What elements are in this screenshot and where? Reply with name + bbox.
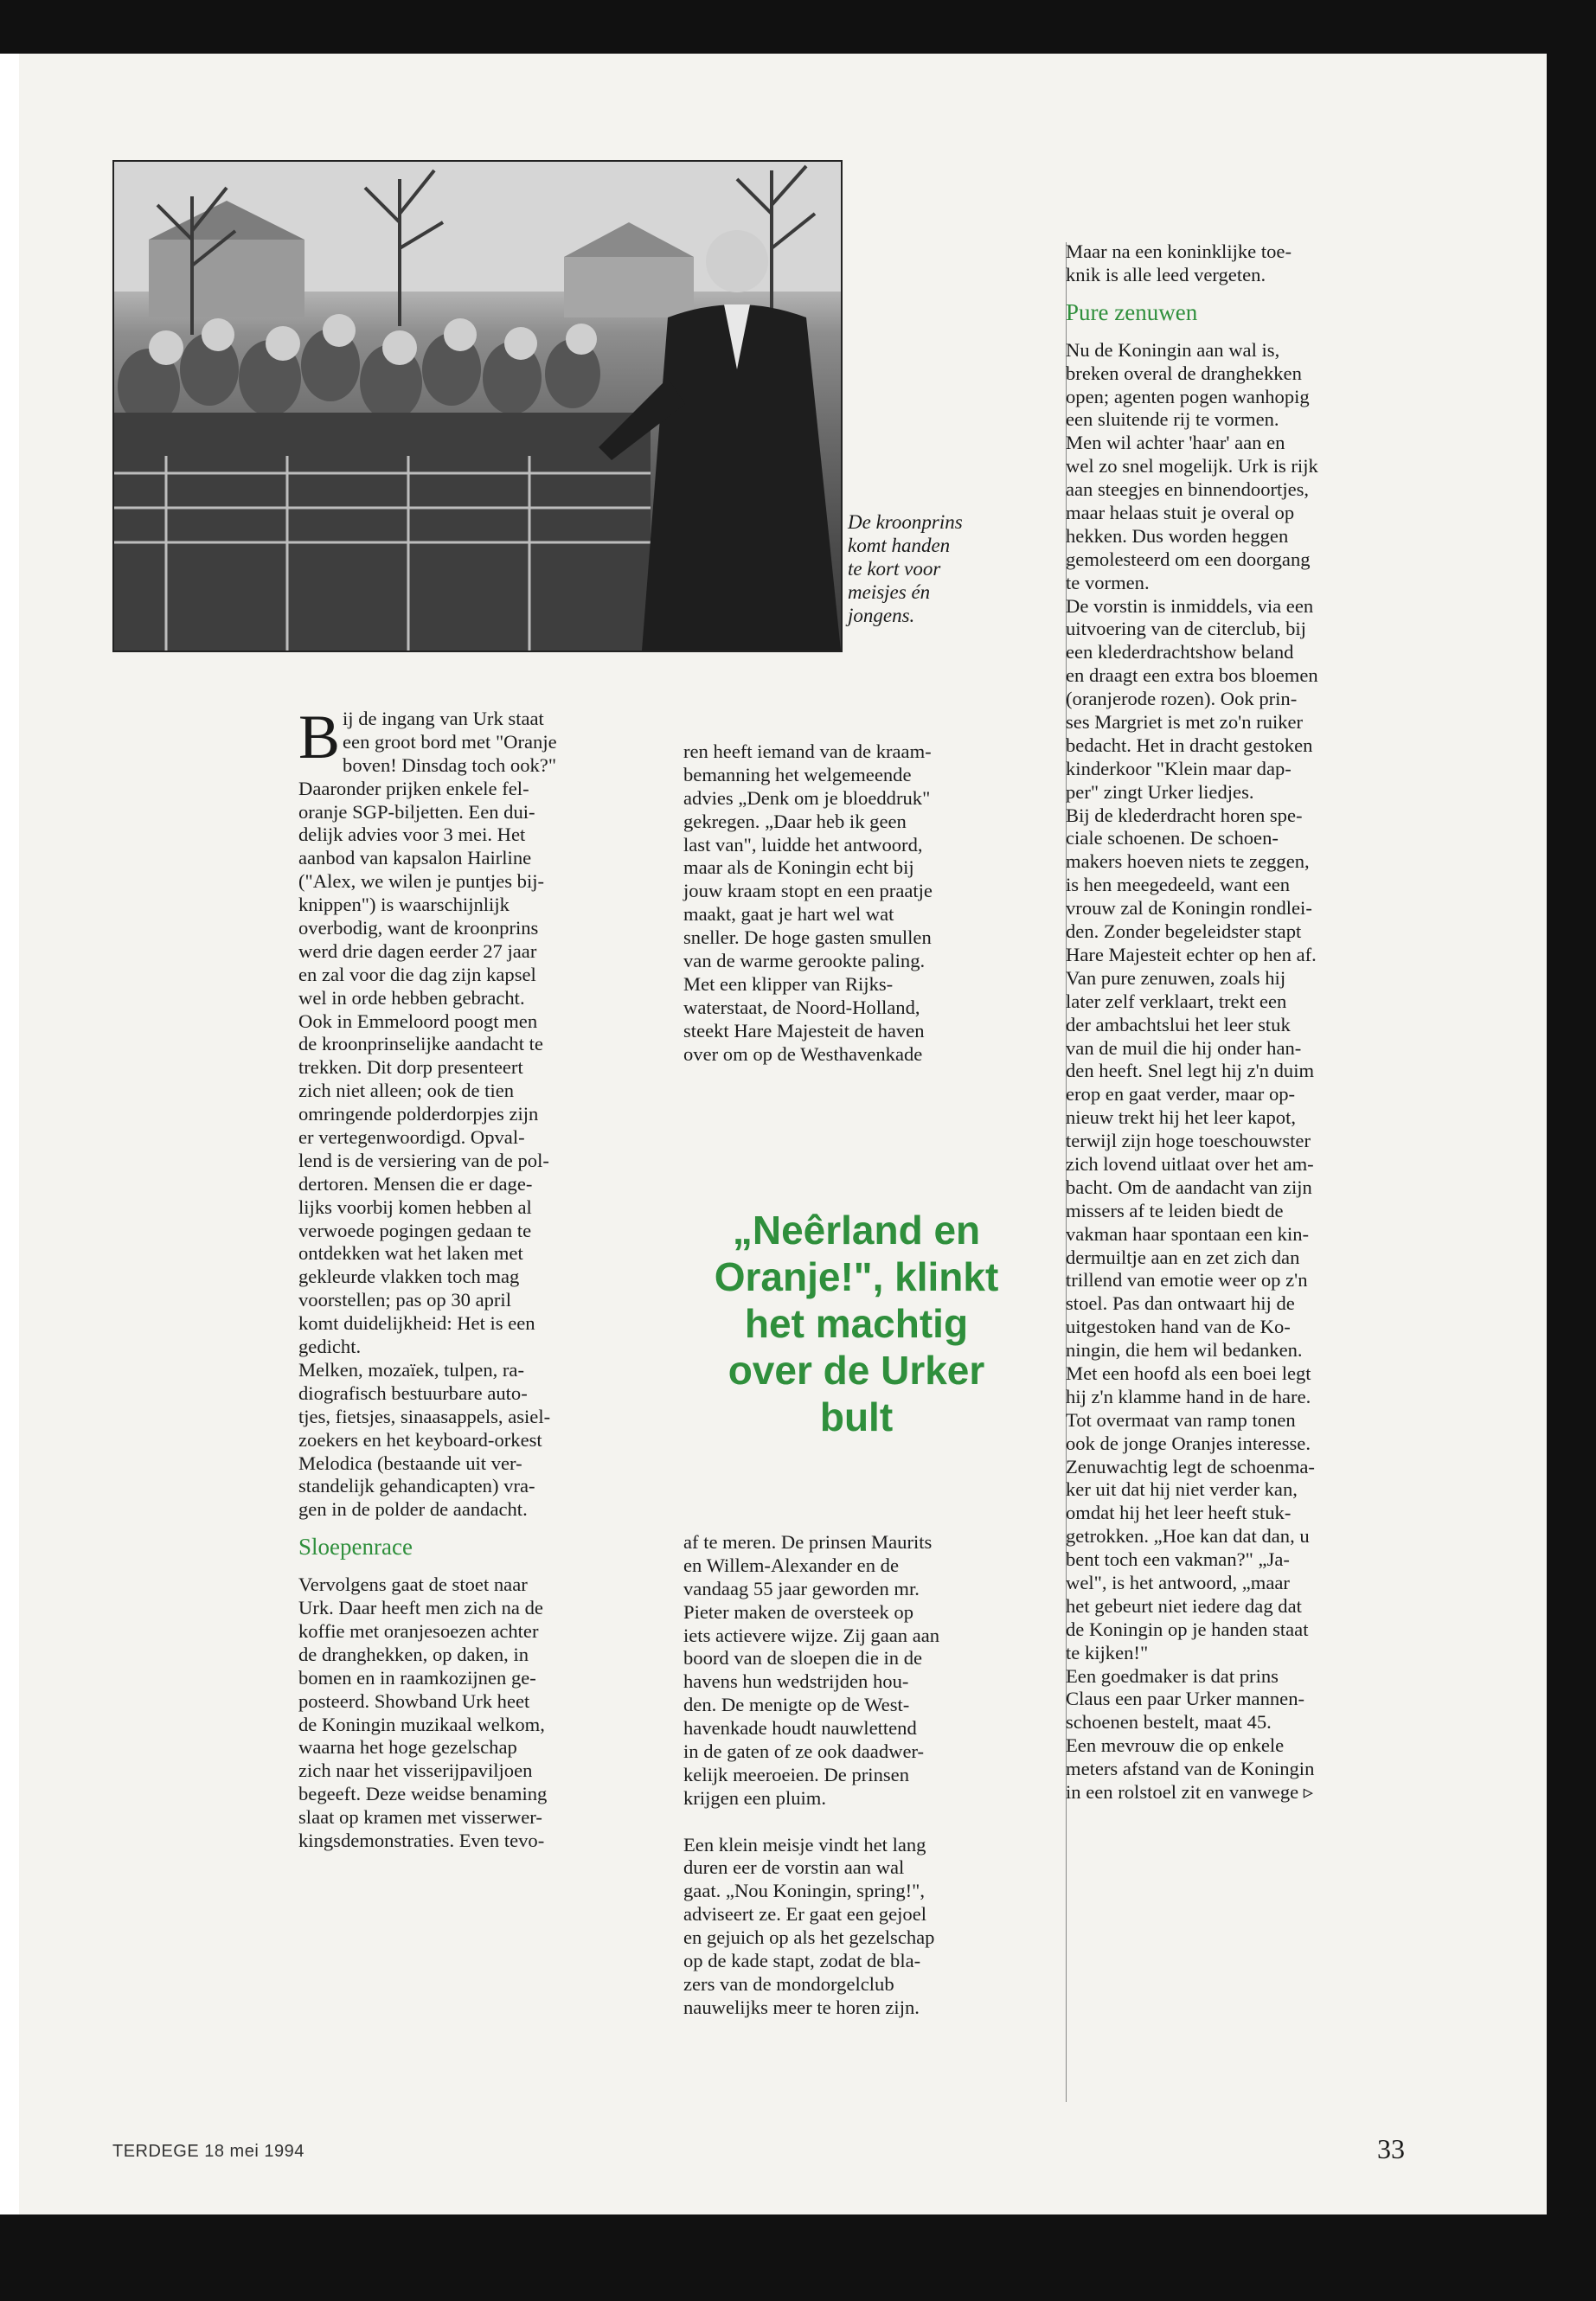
text-line: wel in orde hebben gebracht. bbox=[298, 986, 525, 1009]
text-line: zers van de mondorgelclub bbox=[683, 1972, 894, 1995]
text-line: last van", luidde het antwoord, bbox=[683, 833, 923, 856]
section-heading-sloepenrace: Sloepenrace bbox=[298, 1534, 413, 1561]
text-line: ker uit dat hij niet verder kan, bbox=[1066, 1478, 1298, 1501]
text-line: der ambachtslui het leer stuk bbox=[1066, 1013, 1291, 1035]
text-line: dermuiltje aan en zet zich dan bbox=[1066, 1246, 1300, 1268]
paragraph bbox=[1066, 240, 1446, 287]
caption-line: komt handen bbox=[848, 535, 951, 556]
text-line: Hare Majesteit echter op hen af. bbox=[1066, 943, 1317, 965]
text-line: gen in de polder de aandacht. bbox=[298, 1498, 528, 1521]
text-line: Maar na een koninklijke toe- bbox=[1066, 240, 1292, 262]
pull-quote-line: over de Urker bbox=[727, 1348, 985, 1393]
text-line: gekleurde vlakken toch mag bbox=[298, 1266, 520, 1288]
text-line: en zal voor die dag zijn kapsel bbox=[298, 963, 536, 985]
text-line: hij z'n klamme hand in de hare. bbox=[1066, 1385, 1311, 1407]
text-line: wel zo snel mogelijk. Urk is rijk bbox=[1066, 455, 1318, 478]
text-line: gekregen. „Daar heb ik geen bbox=[683, 810, 907, 832]
text-line: knik is alle leed vergeten. bbox=[1066, 263, 1266, 285]
text-line: advies „Denk om je bloeddruk" bbox=[683, 786, 931, 809]
text-line: lend is de versiering van de pol- bbox=[298, 1149, 549, 1171]
text-line: een sluitende rij te vormen. bbox=[1066, 408, 1279, 431]
text-line: steekt Hare Majesteit de haven bbox=[683, 1019, 925, 1042]
text-line: er vertegenwoordigd. Opval- bbox=[298, 1126, 525, 1149]
text-line: af te meren. De prinsen Maurits bbox=[683, 1531, 933, 1553]
text-line: ontdekken wat het laken met bbox=[298, 1242, 523, 1265]
text-line: knippen") is waarschijnlijk bbox=[298, 894, 510, 916]
text-line: voorstellen; pas op 30 april bbox=[298, 1289, 511, 1311]
text-line: gaat. „Nou Koningin, spring!", bbox=[683, 1880, 926, 1902]
text-line: trekken. Dit dorp presenteert bbox=[298, 1056, 523, 1079]
text-line: een groot bord met "Oranje bbox=[343, 730, 557, 753]
text-line: vandaag 55 jaar geworden mr. bbox=[683, 1577, 920, 1599]
text-line: vakman haar spontaan een kin- bbox=[1066, 1222, 1310, 1245]
pull-quote-line: „Neêrland en bbox=[732, 1208, 981, 1253]
photo-illustration bbox=[114, 162, 841, 651]
text-line: Melodica (bestaande uit ver- bbox=[298, 1452, 522, 1474]
text-line: Claus een paar Urker mannen- bbox=[1066, 1688, 1305, 1710]
text-line: zoekers en het keyboard-orkest bbox=[298, 1428, 542, 1451]
text-line: Ook in Emmeloord poogt men bbox=[298, 1009, 538, 1032]
text-line: maar als de Koningin echt bij bbox=[683, 856, 914, 879]
text-line: krijgen een pluim. bbox=[683, 1786, 827, 1809]
article-column-2-top bbox=[683, 740, 1047, 1066]
text-line: ook de jonge Oranjes interesse. bbox=[1066, 1432, 1311, 1454]
text-line: begeeft. Deze weidse benaming bbox=[298, 1783, 548, 1805]
text-line: ningin, die hem wil bedanken. bbox=[1066, 1339, 1303, 1362]
text-line: uitvoering van de citerclub, bij bbox=[1066, 618, 1306, 640]
text-line: verwoede pogingen gedaan te bbox=[298, 1219, 532, 1241]
text-line: een klederdrachtshow beland bbox=[1066, 641, 1294, 663]
text-line: de kroonprinselijke aandacht te bbox=[298, 1033, 543, 1055]
text-line: vrouw zal de Koningin rondlei- bbox=[1066, 897, 1312, 920]
article-column-2-bottom bbox=[683, 1531, 1047, 2020]
text-line: Met een hoofd als een boei legt bbox=[1066, 1362, 1311, 1384]
text-line: breken overal de dranghekken bbox=[1066, 362, 1302, 384]
text-line: De vorstin is inmiddels, via een bbox=[1066, 594, 1314, 617]
caption-line: De kroonprins bbox=[848, 511, 963, 533]
text-line: ciale schoenen. De schoen- bbox=[1066, 827, 1279, 849]
text-line: diografisch bestuurbare auto- bbox=[298, 1381, 528, 1404]
text-line: Daaronder prijken enkele fel- bbox=[298, 777, 529, 799]
text-line: kingsdemonstraties. Even tevo- bbox=[298, 1829, 545, 1851]
text-line: bent toch een vakman?" „Ja- bbox=[1066, 1548, 1290, 1571]
text-line: in een rolstoel zit en vanwege ▹ bbox=[1066, 1781, 1314, 1803]
text-line: ij de ingang van Urk staat bbox=[343, 708, 544, 729]
text-line: den heeft. Snel legt hij z'n duim bbox=[1066, 1060, 1315, 1082]
text-line: de dranghekken, op daken, in bbox=[298, 1643, 529, 1665]
text-line: later zelf verklaart, trekt een bbox=[1066, 990, 1287, 1012]
text-line: kelijk meeroeien. De prinsen bbox=[683, 1763, 909, 1785]
text-line: ren heeft iemand van de kraam- bbox=[683, 740, 932, 762]
pull-quote-line: Oranje!", klinkt bbox=[714, 1254, 999, 1299]
text-line: is hen meegedeeld, want een bbox=[1066, 874, 1291, 896]
text-line: iets actievere wijze. Zij gaan aan bbox=[683, 1624, 940, 1646]
text-line: Een goedmaker is dat prins bbox=[1066, 1664, 1279, 1687]
text-line: in de gaten of ze ook daadwer- bbox=[683, 1740, 925, 1763]
text-line: bacht. Om de aandacht van zijn bbox=[1066, 1176, 1312, 1198]
text-line: Melken, mozaïek, tulpen, ra- bbox=[298, 1358, 524, 1381]
text-line: Men wil achter 'haar' aan en bbox=[1066, 432, 1285, 454]
text-line: trillend van emotie weer op z'n bbox=[1066, 1269, 1308, 1292]
text-line: adviseert ze. Er gaat een gejoel bbox=[683, 1903, 927, 1926]
caption-line: meisjes én bbox=[848, 581, 931, 603]
text-line: komt duidelijkheid: Het is een bbox=[298, 1312, 535, 1335]
text-line: bemanning het welgemeende bbox=[683, 763, 912, 785]
publication-footer: TERDEGE 18 mei 1994 bbox=[112, 2142, 304, 2161]
text-line: ("Alex, we wilen je puntjes bij- bbox=[298, 870, 545, 893]
text-line: erop en gaat verder, maar op- bbox=[1066, 1083, 1296, 1106]
text-line: sneller. De hoge gasten smullen bbox=[683, 926, 932, 949]
text-line: den. Zonder begeleidster stapt bbox=[1066, 920, 1302, 943]
text-line: missers af te leiden biedt de bbox=[1066, 1199, 1284, 1221]
text-line: Een mevrouw die op enkele bbox=[1066, 1734, 1285, 1757]
text-line: en draagt een extra bos bloemen bbox=[1066, 664, 1318, 687]
text-line: Pieter maken de oversteek op bbox=[683, 1600, 914, 1623]
text-line: havens hun wedstrijden hou- bbox=[683, 1670, 909, 1693]
text-line: boven! Dinsdag toch ook?" bbox=[343, 753, 557, 776]
dropcap: B bbox=[298, 702, 341, 772]
text-line: gedicht. bbox=[298, 1336, 362, 1358]
text-line: en gejuich op als het gezelschap bbox=[683, 1926, 935, 1949]
text-line: lijks voorbij komen hebben al bbox=[298, 1195, 532, 1218]
text-line: Van pure zenuwen, zoals hij bbox=[1066, 966, 1286, 989]
text-line: overbodig, want de kroonprins bbox=[298, 917, 539, 939]
text-line: maar helaas stuit je overal op bbox=[1066, 502, 1295, 524]
text-line: gemolesteerd om een doorgang bbox=[1066, 548, 1311, 570]
text-line: stoel. Pas dan ontwaart hij de bbox=[1066, 1292, 1295, 1315]
text-line: oranje SGP-biljetten. Een dui- bbox=[298, 800, 535, 823]
text-line: jouw kraam stopt en een praatje bbox=[683, 880, 933, 902]
text-line: uitgestoken hand van de Ko- bbox=[1066, 1316, 1291, 1338]
news-photo bbox=[112, 160, 843, 652]
text-line: aan steegjes en binnendoortjes, bbox=[1066, 478, 1310, 501]
text-line: nieuw trekt hij het leer kapot, bbox=[1066, 1106, 1297, 1129]
text-line: duren eer de vorstin aan wal bbox=[683, 1856, 905, 1879]
text-line: waterstaat, de Noord-Holland, bbox=[683, 996, 920, 1018]
text-line: zich lovend uitlaat over het am- bbox=[1066, 1152, 1314, 1175]
section-heading-pure-zenuwen: Pure zenuwen bbox=[1066, 298, 1198, 325]
text-line: op de kade stapt, zodat de bla- bbox=[683, 1950, 921, 1972]
text-line: omdat hij het leer heeft stuk- bbox=[1066, 1502, 1292, 1524]
text-line: kinderkoor "Klein maar dap- bbox=[1066, 757, 1292, 779]
text-line: schoenen bestelt, maat 45. bbox=[1066, 1711, 1272, 1734]
text-line: omringende polderdorpjes zijn bbox=[298, 1103, 539, 1125]
text-line: makers hoeven niets te zeggen, bbox=[1066, 850, 1310, 873]
text-line: Zenuwachtig legt de schoenma- bbox=[1066, 1455, 1315, 1477]
caption-line: te kort voor bbox=[848, 558, 941, 580]
text-line: Een klein meisje vindt het lang bbox=[683, 1833, 926, 1856]
text-line: havenkade houdt nauwlettend bbox=[683, 1717, 917, 1740]
text-line: bomen en in raamkozijnen ge- bbox=[298, 1666, 536, 1689]
paragraph bbox=[298, 1574, 644, 1853]
text-line: koffie met oranjesoezen achter bbox=[298, 1619, 539, 1642]
text-line: ses Margriet is met zo'n ruiker bbox=[1066, 711, 1304, 734]
pull-quote-line: het machtig bbox=[744, 1301, 969, 1346]
paragraph-gap bbox=[683, 1811, 1047, 1834]
text-line: posteerd. Showband Urk heet bbox=[298, 1689, 530, 1712]
text-line: over om op de Westhavenkade bbox=[683, 1042, 923, 1065]
text-line: dertoren. Mensen die er dage- bbox=[298, 1172, 533, 1195]
paragraph bbox=[1066, 339, 1446, 1804]
text-line: te kijken!" bbox=[1066, 1641, 1149, 1663]
caption-line: jongens. bbox=[848, 605, 915, 626]
text-line: tjes, fietsjes, sinaasappels, asiel- bbox=[298, 1405, 551, 1427]
scan-border-right bbox=[1547, 0, 1596, 2301]
text-line: getrokken. „Hoe kan dat dan, u bbox=[1066, 1525, 1310, 1548]
scan-border-top bbox=[0, 0, 1596, 54]
text-line: terwijl zijn hoge toeschouwster bbox=[1066, 1130, 1311, 1152]
text-line: werd drie dagen eerder 27 jaar bbox=[298, 939, 537, 962]
text-line: de Koningin muzikaal welkom, bbox=[298, 1713, 545, 1735]
article-column-3 bbox=[1066, 240, 1446, 1804]
text-line: te vormen. bbox=[1066, 571, 1150, 593]
text-line: slaat op kramen met visserwer- bbox=[298, 1806, 542, 1829]
pull-quote bbox=[657, 1207, 1055, 1440]
paragraph bbox=[683, 1834, 1047, 2020]
paragraph bbox=[298, 702, 644, 1522]
text-line: hekken. Dus worden heggen bbox=[1066, 524, 1289, 547]
text-line: en Willem-Alexander en de bbox=[683, 1554, 899, 1576]
text-line: per" zingt Urker liedjes. bbox=[1066, 780, 1254, 803]
text-line: nauwelijks meer te horen zijn. bbox=[683, 1996, 920, 2018]
text-line: Vervolgens gaat de stoet naar bbox=[298, 1574, 528, 1596]
text-line: open; agenten pogen wanhopig bbox=[1066, 385, 1310, 407]
text-line: aanbod van kapsalon Hairline bbox=[298, 847, 532, 869]
text-line: Nu de Koningin aan wal is, bbox=[1066, 338, 1280, 361]
text-line: de Koningin op je handen staat bbox=[1066, 1618, 1309, 1640]
text-line: standelijk gehandicapten) vra- bbox=[298, 1475, 535, 1497]
text-line: Tot overmaat van ramp tonen bbox=[1066, 1408, 1296, 1431]
text-line: (oranjerode rozen). Ook prin- bbox=[1066, 688, 1298, 710]
text-line: meters afstand van de Koningin bbox=[1066, 1758, 1315, 1780]
text-line: van de muil die hij onder han- bbox=[1066, 1036, 1302, 1059]
text-line: Bij de klederdracht horen spe- bbox=[1066, 804, 1303, 826]
page-number: 33 bbox=[1377, 2133, 1405, 2164]
text-line: Met een klipper van Rijks- bbox=[683, 972, 894, 995]
photo-caption bbox=[848, 510, 1042, 627]
paragraph bbox=[683, 1531, 1047, 1811]
text-line: maakt, gaat je hart wel wat bbox=[683, 903, 894, 926]
text-line: bedacht. Het in dracht gestoken bbox=[1066, 734, 1313, 756]
text-line: zich naar het visserijpaviljoen bbox=[298, 1759, 533, 1782]
text-line: zich niet alleen; ook de tien bbox=[298, 1080, 515, 1102]
text-line: waarna het hoge gezelschap bbox=[298, 1736, 517, 1759]
text-line: delijk advies voor 3 mei. Het bbox=[298, 824, 526, 846]
text-line: boord van de sloepen die in de bbox=[683, 1647, 923, 1670]
text-line: het gebeurt niet iedere dag dat bbox=[1066, 1594, 1302, 1617]
pull-quote-line: bult bbox=[819, 1394, 894, 1439]
text-line: Urk. Daar heeft men zich na de bbox=[298, 1597, 543, 1619]
text-line: van de warme gerookte paling. bbox=[683, 950, 926, 972]
text-line: wel", is het antwoord, „maar bbox=[1066, 1571, 1290, 1593]
text-line: den. De menigte op de West- bbox=[683, 1694, 910, 1716]
scan-border-bottom bbox=[0, 2214, 1596, 2301]
article-column-1 bbox=[298, 702, 644, 1853]
